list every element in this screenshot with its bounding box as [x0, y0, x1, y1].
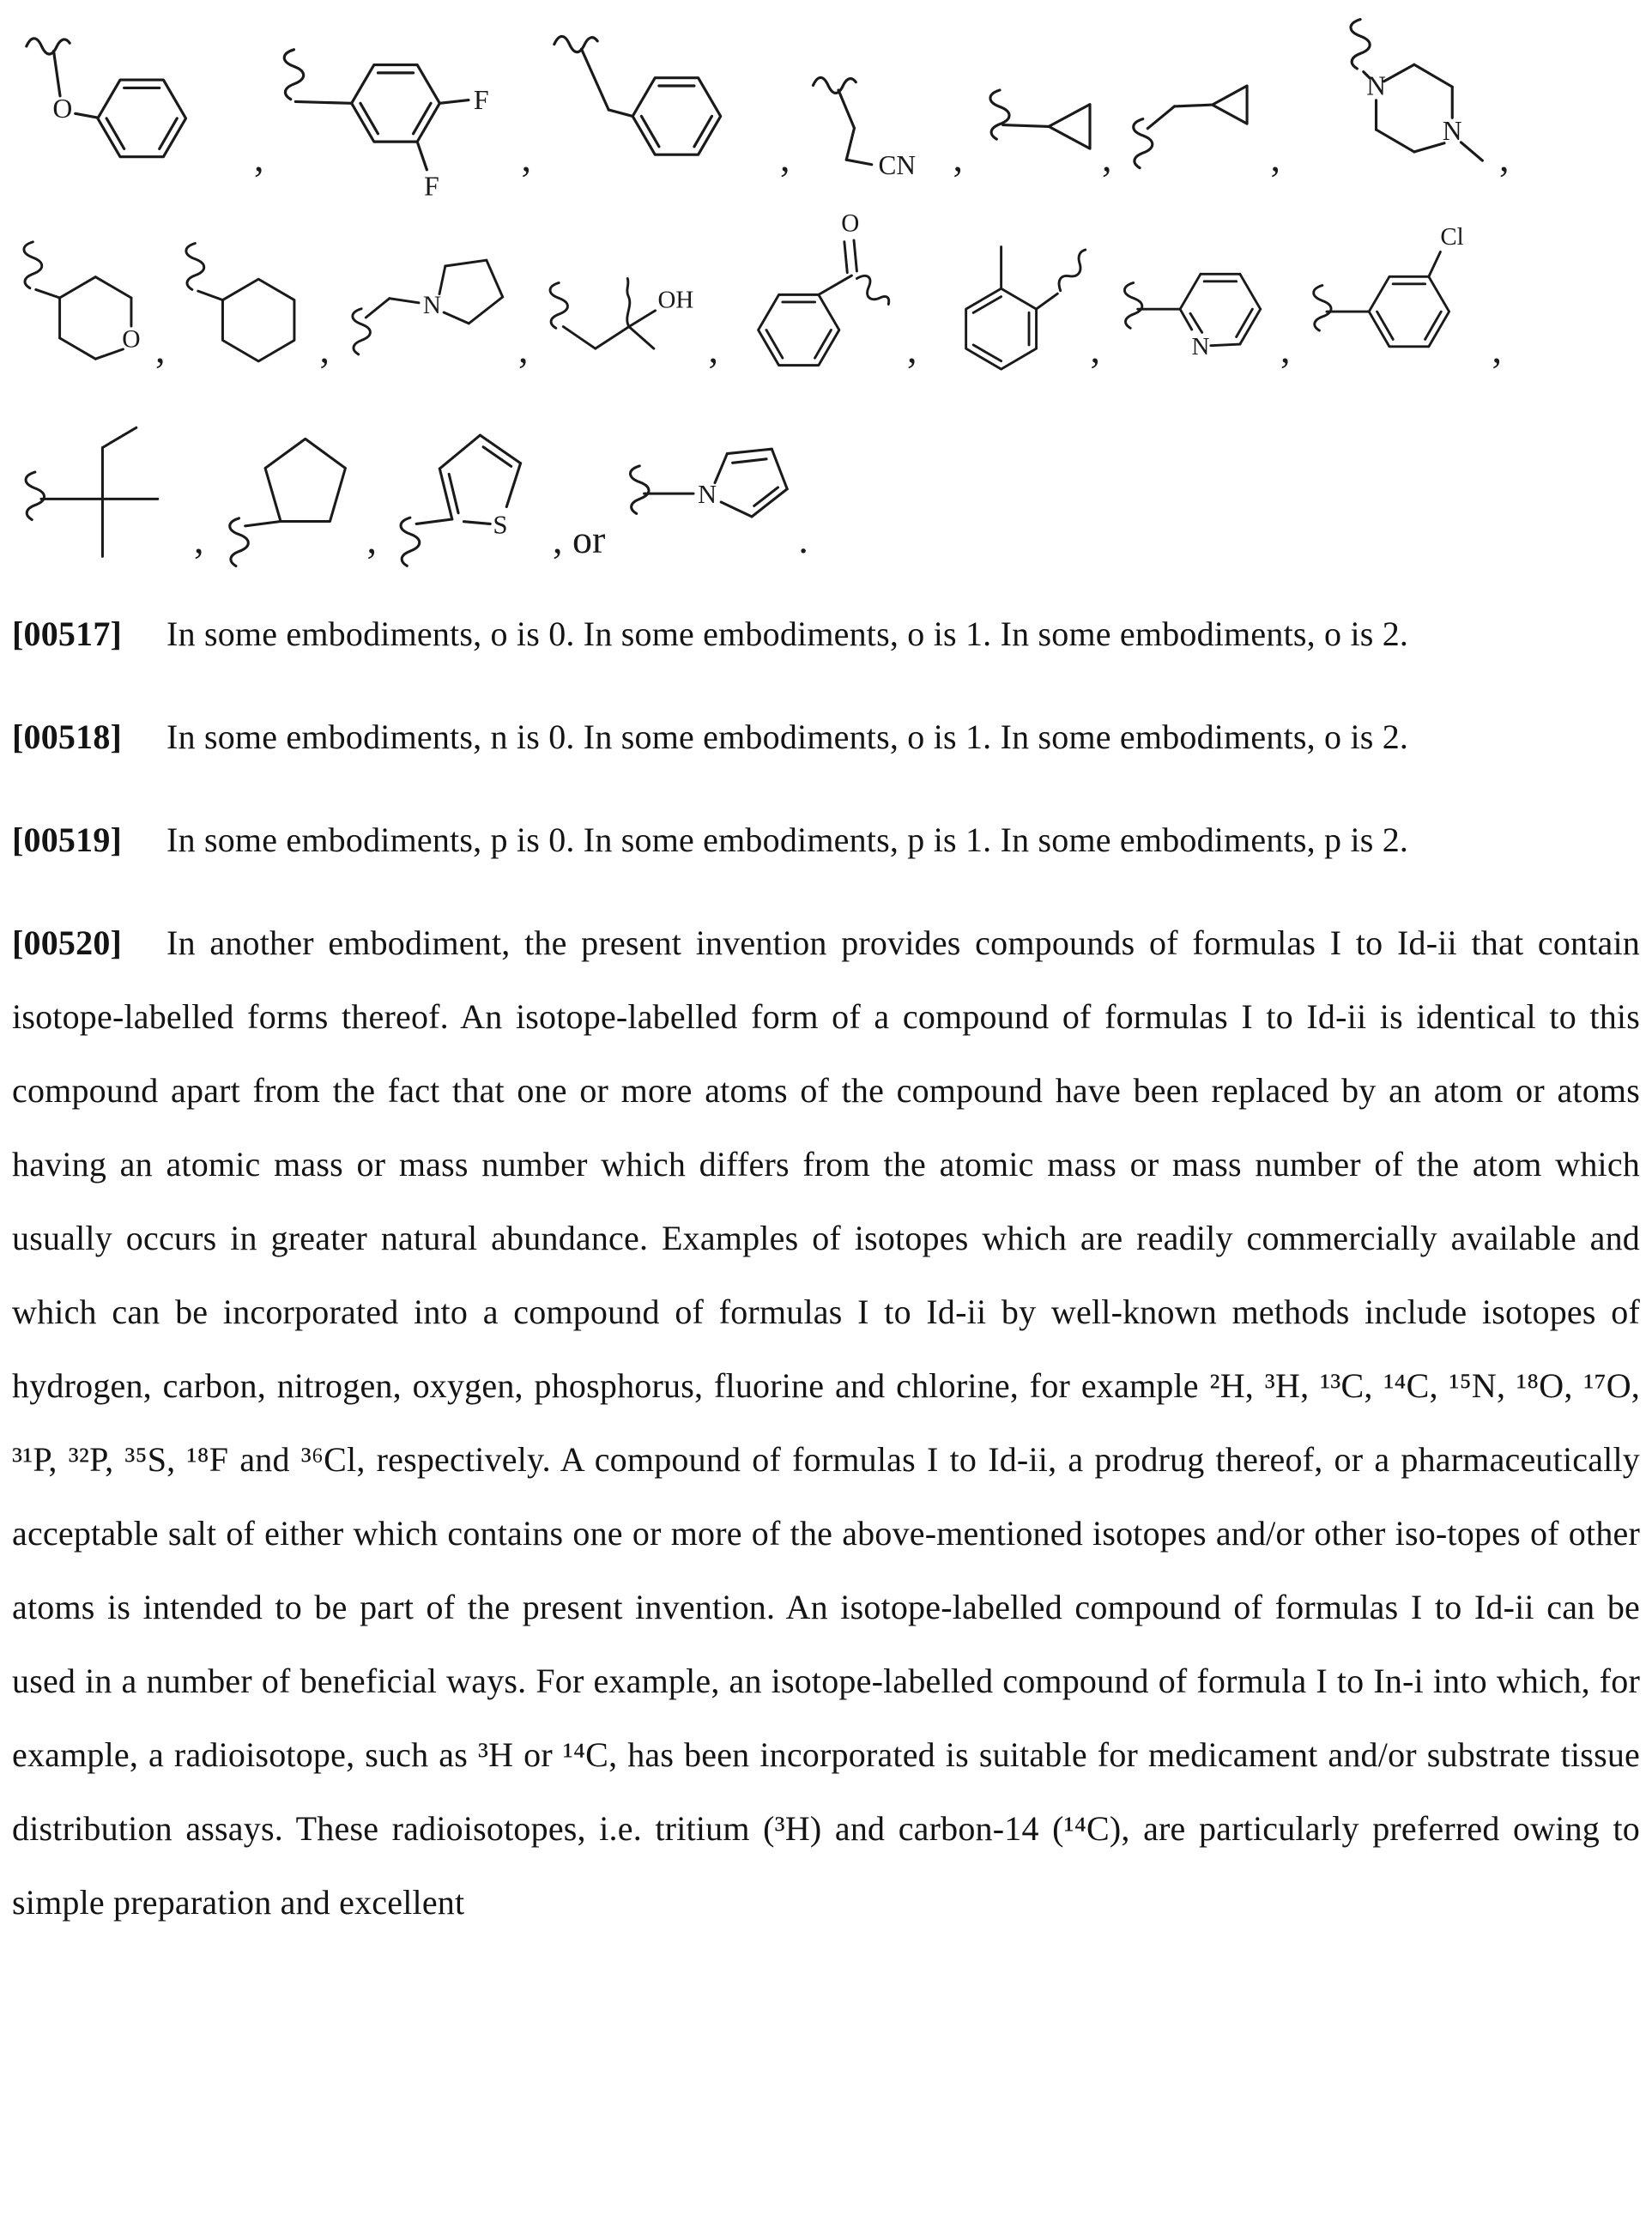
attachment-squiggle	[813, 77, 856, 93]
separator: ,	[1270, 136, 1280, 179]
thienyl-icon	[384, 395, 551, 585]
separator: ,	[1499, 136, 1510, 179]
structure-pyridinyl	[1107, 215, 1298, 395]
structure-thienyl	[384, 395, 612, 585]
attachment-squiggle	[1351, 20, 1370, 69]
separator: .	[798, 518, 808, 561]
attachment-squiggle	[990, 90, 1009, 139]
separator: ,	[1492, 327, 1502, 371]
separator: ,	[1090, 327, 1100, 371]
attachment-squiggle	[1059, 250, 1086, 291]
tetrahydropyranyl-icon	[12, 212, 154, 395]
attachment-squiggle	[185, 244, 203, 290]
attachment-squiggle	[554, 36, 597, 51]
structure-cyanoethyl	[797, 17, 971, 203]
paragraph-text: In some embodiments, p is 0. In some embodiments, p is 1. In some embodiments, p is 2.	[166, 820, 1409, 859]
methylphenyl-icon	[924, 204, 1089, 395]
structure-methylphenyl	[924, 204, 1108, 395]
separator: ,	[155, 327, 166, 371]
structure-tertbutyl	[12, 397, 211, 585]
structure-benzoyl	[725, 203, 924, 395]
separator: ,	[953, 136, 963, 179]
structures-row-1	[12, 5, 1640, 203]
phenoxy-icon	[12, 19, 252, 203]
chlorophenyl-icon	[1298, 205, 1491, 395]
hydroxyl-label: OH	[657, 286, 693, 314]
cyclohexyl-icon	[172, 212, 318, 395]
structure-cyclohexyl	[172, 212, 337, 395]
attachment-squiggle	[24, 242, 42, 288]
fluorine-label: F	[473, 84, 489, 115]
pyrrolidinylmethyl-icon	[336, 215, 517, 395]
structure-methylpiperazinyl	[1287, 5, 1516, 203]
hydroxymethylpropyl-icon	[536, 215, 707, 395]
separator: ,	[1102, 136, 1112, 179]
attachment-squiggle	[26, 472, 44, 519]
structure-pyrrolyl	[612, 397, 815, 585]
structure-phenoxy	[12, 19, 271, 203]
paragraph-00519	[12, 803, 1640, 877]
nitrile-label: CN	[878, 149, 916, 180]
paragraph-00518	[12, 700, 1640, 774]
tertbutyl-icon	[12, 397, 192, 585]
chemical-structures-section	[12, 5, 1640, 585]
attachment-squiggle	[27, 39, 70, 54]
separator: ,	[521, 136, 531, 179]
methylpiperazinyl-icon	[1287, 5, 1498, 203]
paragraph-number: [00519]	[12, 820, 123, 859]
attachment-squiggle	[631, 466, 650, 514]
nitrogen-label: N	[422, 291, 441, 319]
separator: ,	[518, 327, 529, 371]
structure-pyrrolidinylmethyl	[336, 215, 536, 395]
structure-difluorophenyl	[271, 11, 539, 203]
structure-hydroxymethylpropyl	[536, 215, 726, 395]
nitrogen-label: N	[1366, 70, 1386, 101]
structure-cyclopropyl	[970, 17, 1119, 203]
separator: ,	[254, 136, 264, 179]
cyclopentyl-icon	[211, 397, 366, 585]
difluorophenyl-icon	[271, 11, 520, 203]
separator: ,	[708, 327, 718, 371]
separator: ,	[1280, 327, 1291, 371]
separator: ,	[780, 136, 790, 179]
separator: ,	[194, 518, 204, 561]
paragraph-text: In some embodiments, n is 0. In some embodiments, o is 1. In some embodiments, o is 2.	[166, 717, 1409, 756]
attachment-squiggle	[1313, 286, 1330, 331]
oxygen-label: O	[122, 325, 141, 354]
structure-cyclopentyl	[211, 397, 384, 585]
attachment-squiggle	[856, 275, 888, 304]
structures-row-2	[12, 203, 1640, 395]
separator: ,	[319, 327, 330, 371]
cyanoethyl-icon	[797, 17, 952, 203]
sulfur-label: S	[493, 510, 508, 540]
pyridinyl-icon	[1107, 215, 1279, 395]
attachment-squiggle	[1124, 283, 1141, 329]
benzoyl-icon	[725, 203, 905, 395]
paragraphs-section	[12, 597, 1640, 1940]
structure-chlorophenyl	[1298, 205, 1510, 395]
structure-cyclopropylmethyl	[1119, 18, 1288, 203]
paragraph-00520	[12, 906, 1640, 1940]
attachment-squiggle	[550, 283, 567, 329]
paragraph-number: [00517]	[12, 614, 123, 653]
separator: ,	[366, 518, 377, 561]
separator: ,	[907, 327, 917, 371]
fluorine-label: F	[423, 171, 439, 202]
benzyl-icon	[538, 15, 778, 203]
cyclopropyl-icon	[970, 17, 1100, 203]
structure-benzyl	[538, 15, 797, 203]
nitrogen-label: N	[1442, 116, 1462, 147]
chlorine-label: Cl	[1439, 222, 1464, 251]
cyclopropylmethyl-icon	[1119, 18, 1269, 203]
paragraph-00517	[12, 597, 1640, 671]
nitrogen-label: N	[698, 479, 717, 509]
paragraph-text: In another embodiment, the present invention provides compounds of formulas I to Id-ii that contain isotope-labelled forms thereof. An isotope-labelled form of a compound of formulas I to Id-ii is identical to this compound apart from the fact that one or more atoms of the compound have been replaced by an atom or atoms having an atomic mass or mass number which differs from the atomic mass or mass number of the atom which usually occurs in greater natural abundance. Examples of isotopes which are readily commercially available and which can be incorporated into a compound of formulas I to Id-ii by well-known methods include isotopes of hydrogen, carbon, nitrogen, oxygen, phosphorus, fluorine and chlorine, for example ²H, ³H, ¹³C, ¹⁴C, ¹⁵N, ¹⁸O, ¹⁷O, ³¹P, ³²P, ³⁵S, ¹⁸F and ³⁶Cl, respectively. A compound of formulas I to Id-ii, a prodrug thereof, or a pharmaceutically acceptable salt of either which contains one or more of the above-mentioned isotopes and/or other iso-topes of other atoms is intended to be part of the present invention. An isotope-labelled compound of formulas I to Id-ii can be used in a number of beneficial ways. For example, an isotope-labelled compound of formula I to In-i into which, for example, a radioisotope, such as ³H or ¹⁴C, has been incorporated is suitable for medicament and/or substrate tissue distribution assays. These radioisotopes, i.e. tritium (³H) and carbon-14 (¹⁴C), are particularly preferred owing to simple preparation and excellent	[12, 923, 1640, 1922]
oxygen-label: O	[841, 209, 860, 238]
attachment-squiggle	[284, 50, 303, 100]
oxygen-label: O	[52, 93, 73, 124]
paragraph-number: [00520]	[12, 923, 123, 962]
structures-row-3	[12, 395, 1640, 585]
structure-tetrahydropyranyl	[12, 212, 172, 395]
pyrrolyl-icon	[612, 397, 796, 585]
paragraph-number: [00518]	[12, 717, 123, 756]
separator: , or	[553, 518, 606, 561]
paragraph-text: In some embodiments, o is 0. In some embodiments, o is 1. In some embodiments, o is 2.	[166, 614, 1409, 653]
nitrogen-label: N	[1191, 332, 1210, 360]
